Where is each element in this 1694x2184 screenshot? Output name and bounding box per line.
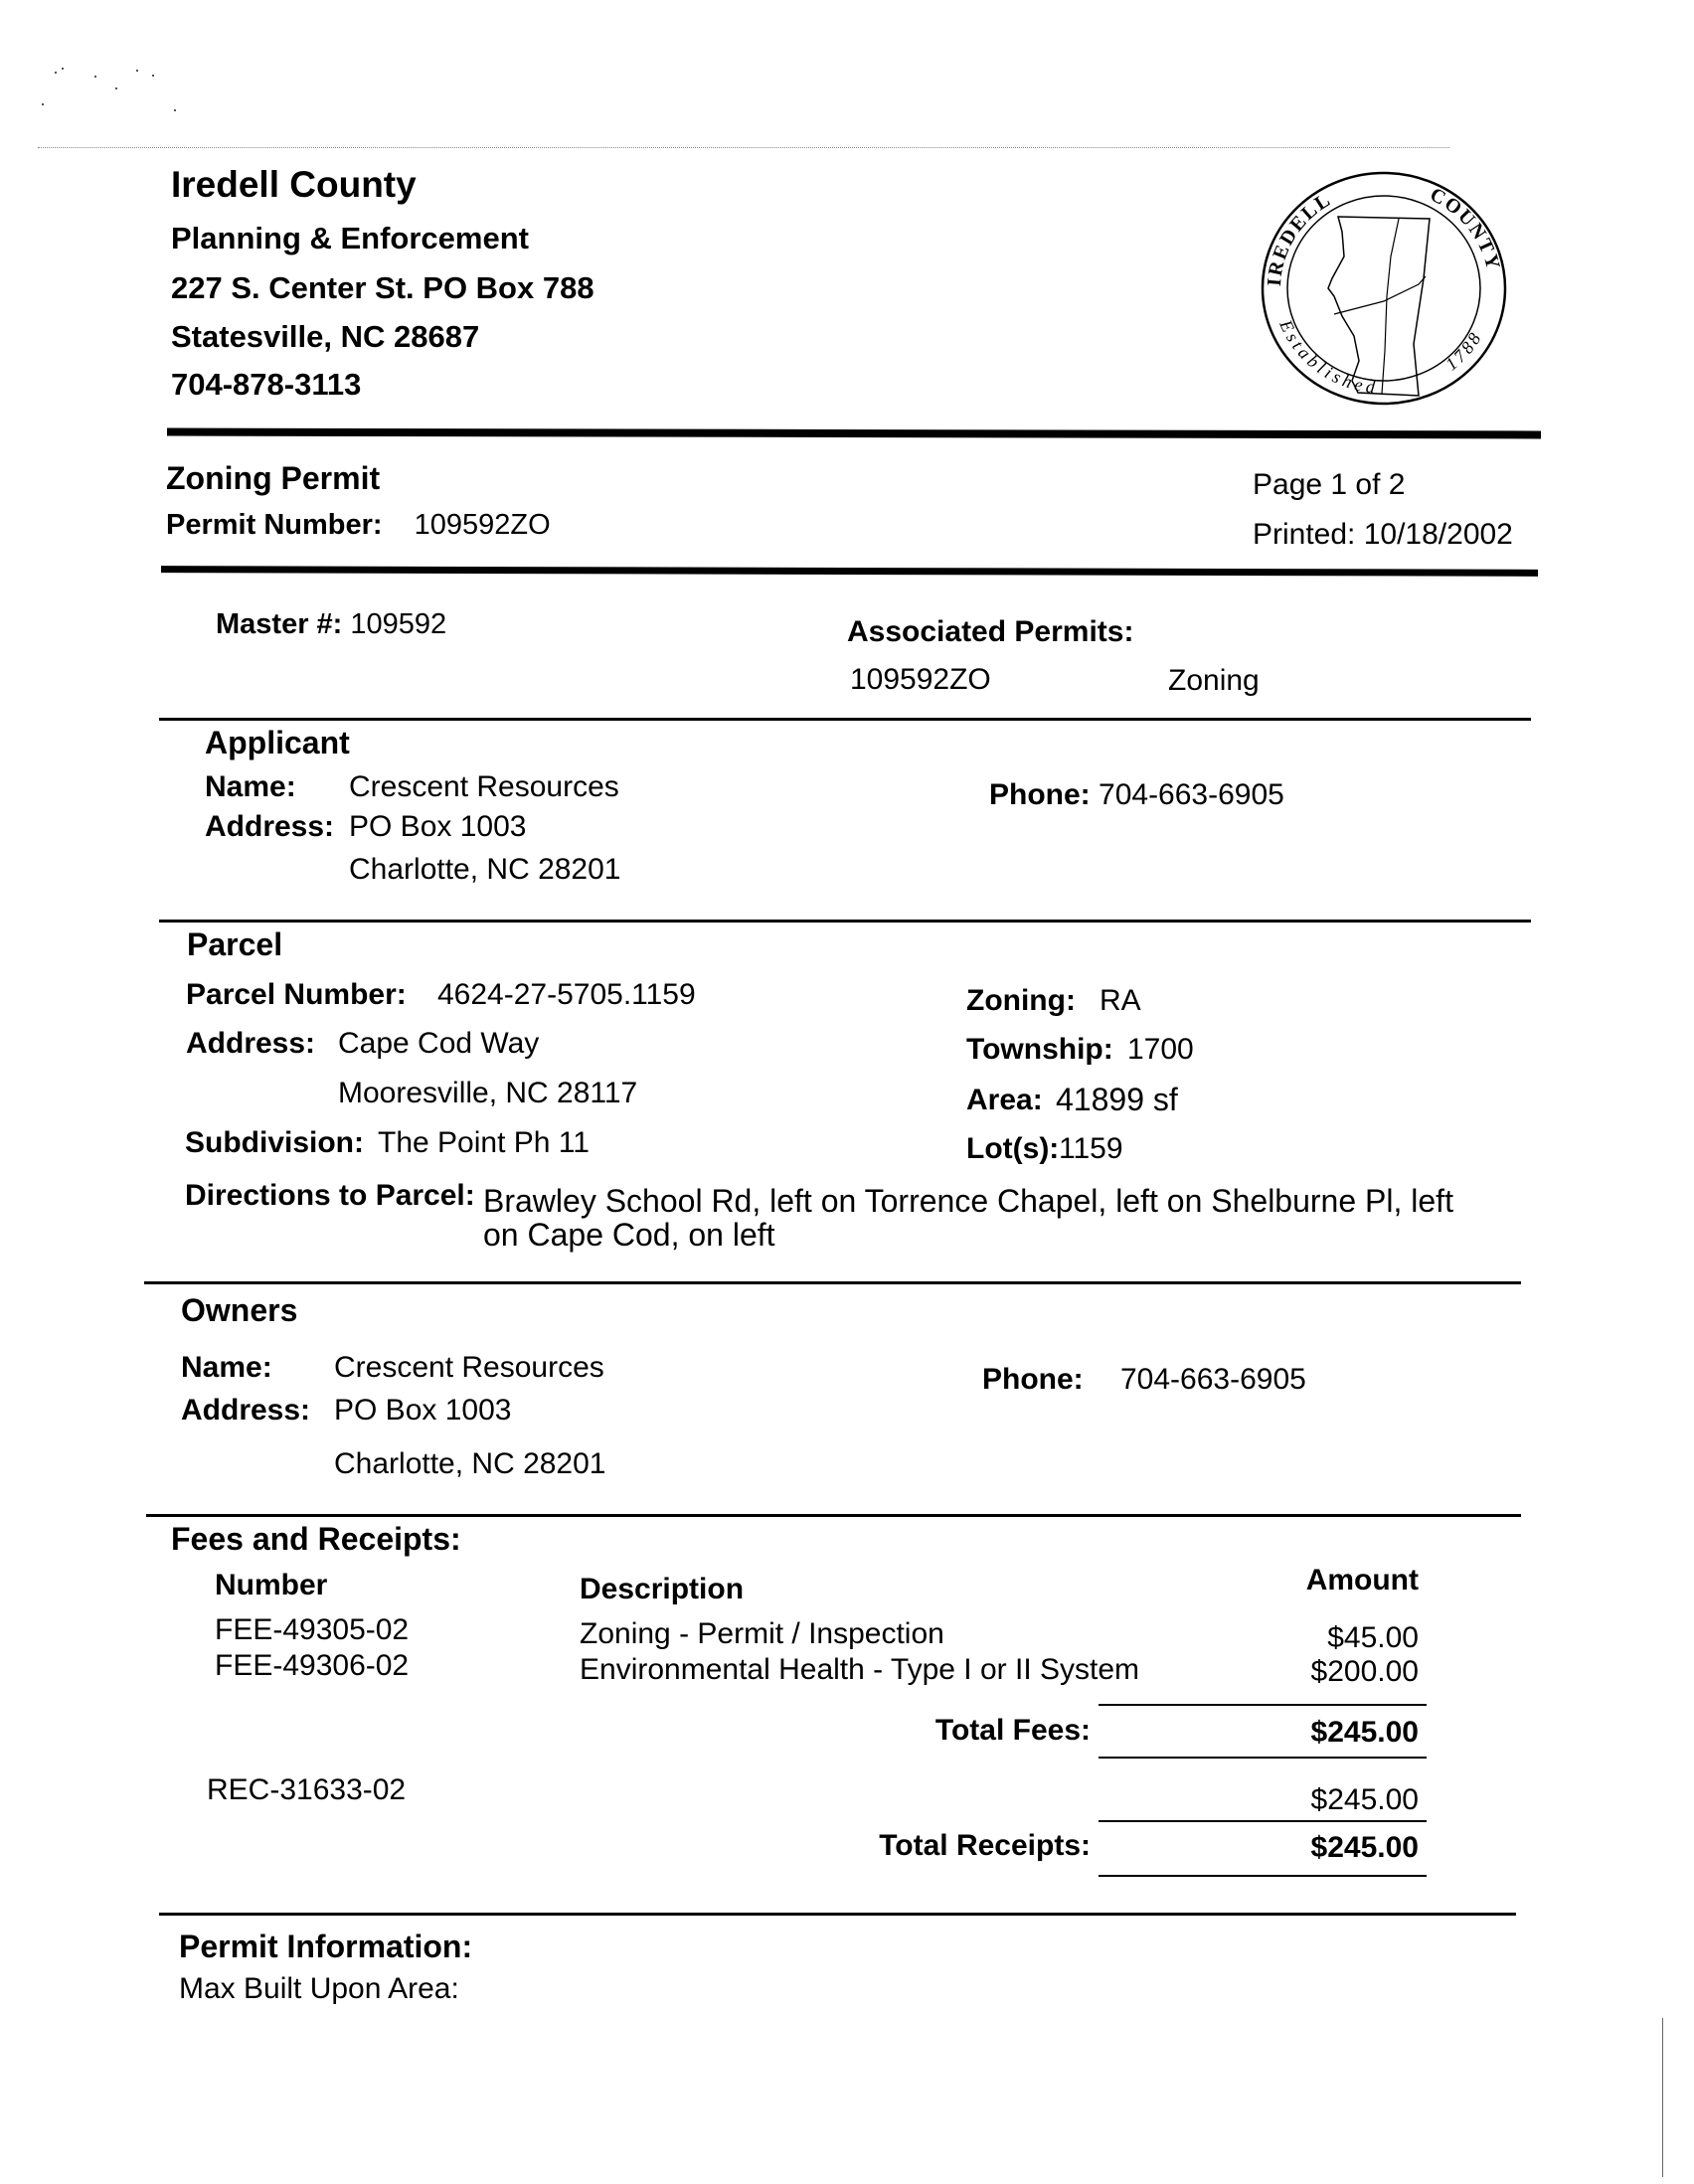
permit-number-label: Permit Number: bbox=[166, 509, 383, 541]
svg-text:1788: 1788 bbox=[1441, 326, 1487, 375]
county-seal-icon bbox=[1255, 167, 1513, 410]
org-city-state-zip: Statesville, NC 28687 bbox=[171, 319, 480, 354]
owner-address-label: Address: bbox=[181, 1394, 311, 1427]
owner-address-line1: PO Box 1003 bbox=[334, 1394, 512, 1427]
fee-description: Environmental Health - Type I or II System bbox=[580, 1653, 1140, 1686]
svg-text:COUNTY: COUNTY bbox=[1426, 183, 1505, 274]
permit-number-row bbox=[166, 509, 551, 542]
township-value: 1700 bbox=[1127, 1033, 1194, 1066]
area-value: 41899 sf bbox=[1056, 1082, 1178, 1117]
fees-heading: Fees and Receipts: bbox=[171, 1521, 461, 1557]
directions-label: Directions to Parcel: bbox=[185, 1179, 475, 1212]
divider bbox=[159, 1913, 1516, 1916]
fee-description: Zoning - Permit / Inspection bbox=[580, 1617, 944, 1650]
master-label: Master #: bbox=[216, 608, 343, 640]
fee-amount: $200.00 bbox=[1310, 1655, 1419, 1688]
township-label: Township: bbox=[966, 1033, 1113, 1066]
applicant-phone-label: Phone: bbox=[989, 778, 1091, 811]
divider bbox=[144, 1281, 1521, 1284]
divider bbox=[1099, 1875, 1427, 1877]
permit-info-heading: Permit Information: bbox=[179, 1929, 473, 1964]
fees-column-number: Number bbox=[215, 1569, 328, 1601]
fee-amount: $45.00 bbox=[1327, 1621, 1419, 1654]
master-number-row bbox=[216, 608, 446, 641]
fee-number: FEE-49305-02 bbox=[215, 1613, 410, 1646]
parcel-address-line2: Mooresville, NC 28117 bbox=[338, 1077, 638, 1109]
area-label: Area: bbox=[966, 1084, 1043, 1116]
applicant-phone: 704-663-6905 bbox=[1099, 778, 1284, 811]
permit-title: Zoning Permit bbox=[166, 460, 381, 496]
divider bbox=[1099, 1704, 1427, 1706]
total-fees-label: Total Fees: bbox=[934, 1714, 1091, 1747]
owner-phone: 704-663-6905 bbox=[1120, 1363, 1306, 1396]
directions-line2: on Cape Cod, on left bbox=[483, 1217, 775, 1253]
owner-phone-label: Phone: bbox=[982, 1363, 1084, 1396]
directions-line1: Brawley School Rd, left on Torrence Chapel, left on Shelburne Pl, left bbox=[483, 1183, 1453, 1219]
applicant-phone-row bbox=[989, 778, 1284, 812]
zoning-label: Zoning: bbox=[966, 984, 1076, 1017]
department: Planning & Enforcement bbox=[171, 221, 529, 255]
subdivision-label: Subdivision: bbox=[185, 1126, 364, 1159]
fees-column-amount: Amount bbox=[1305, 1564, 1419, 1596]
master-number: 109592 bbox=[350, 608, 447, 640]
divider bbox=[161, 566, 1538, 577]
org-phone: 704-878-3113 bbox=[171, 367, 362, 402]
lots-label: Lot(s): bbox=[966, 1132, 1060, 1165]
receipt-amount: $245.00 bbox=[1310, 1783, 1419, 1816]
divider bbox=[1099, 1757, 1427, 1759]
owner-name-label: Name: bbox=[181, 1351, 272, 1384]
applicant-address-line2: Charlotte, NC 28201 bbox=[349, 853, 621, 886]
parcel-number-label: Parcel Number: bbox=[186, 978, 407, 1011]
fee-number: FEE-49306-02 bbox=[215, 1649, 410, 1682]
printed-date: Printed: 10/18/2002 bbox=[1253, 518, 1513, 551]
subdivision: The Point Ph 11 bbox=[378, 1126, 590, 1159]
applicant-name-label: Name: bbox=[205, 770, 296, 803]
parcel-address-line1: Cape Cod Way bbox=[338, 1027, 540, 1060]
applicant-name: Crescent Resources bbox=[349, 770, 619, 803]
org-name: Iredell County bbox=[171, 164, 417, 205]
lots-value: 1159 bbox=[1059, 1132, 1123, 1165]
owner-name: Crescent Resources bbox=[334, 1351, 604, 1384]
divider bbox=[167, 428, 1541, 439]
fees-column-description: Description bbox=[580, 1573, 745, 1605]
svg-text:Established: Established bbox=[1275, 316, 1380, 398]
page-indicator: Page 1 of 2 bbox=[1253, 468, 1406, 501]
parcel-number: 4624-27-5705.1159 bbox=[437, 978, 696, 1011]
applicant-address-label: Address: bbox=[205, 810, 335, 843]
svg-text:IREDELL: IREDELL bbox=[1263, 188, 1336, 287]
owners-heading: Owners bbox=[181, 1292, 298, 1328]
total-receipts-label: Total Receipts: bbox=[879, 1829, 1091, 1862]
parcel-heading: Parcel bbox=[187, 926, 283, 962]
parcel-address-label: Address: bbox=[186, 1027, 316, 1060]
divider bbox=[159, 718, 1531, 721]
max-built-upon-area-label: Max Built Upon Area: bbox=[179, 1972, 459, 2005]
divider bbox=[159, 920, 1531, 923]
associated-permits-label: Associated Permits: bbox=[847, 615, 1134, 648]
org-street: 227 S. Center St. PO Box 788 bbox=[171, 270, 594, 305]
applicant-address-line1: PO Box 1003 bbox=[349, 810, 527, 843]
receipt-number: REC-31633-02 bbox=[207, 1773, 407, 1806]
associated-permit-number: 109592ZO bbox=[850, 663, 991, 696]
owner-address-line2: Charlotte, NC 28201 bbox=[334, 1447, 606, 1480]
permit-number: 109592ZO bbox=[414, 509, 551, 541]
zoning-value: RA bbox=[1100, 984, 1141, 1017]
divider bbox=[146, 1514, 1521, 1517]
total-receipts-amount: $245.00 bbox=[1310, 1831, 1419, 1864]
applicant-heading: Applicant bbox=[205, 725, 350, 760]
divider bbox=[1099, 1820, 1427, 1822]
associated-permit-type: Zoning bbox=[1168, 664, 1260, 697]
total-fees-amount: $245.00 bbox=[1310, 1716, 1419, 1749]
